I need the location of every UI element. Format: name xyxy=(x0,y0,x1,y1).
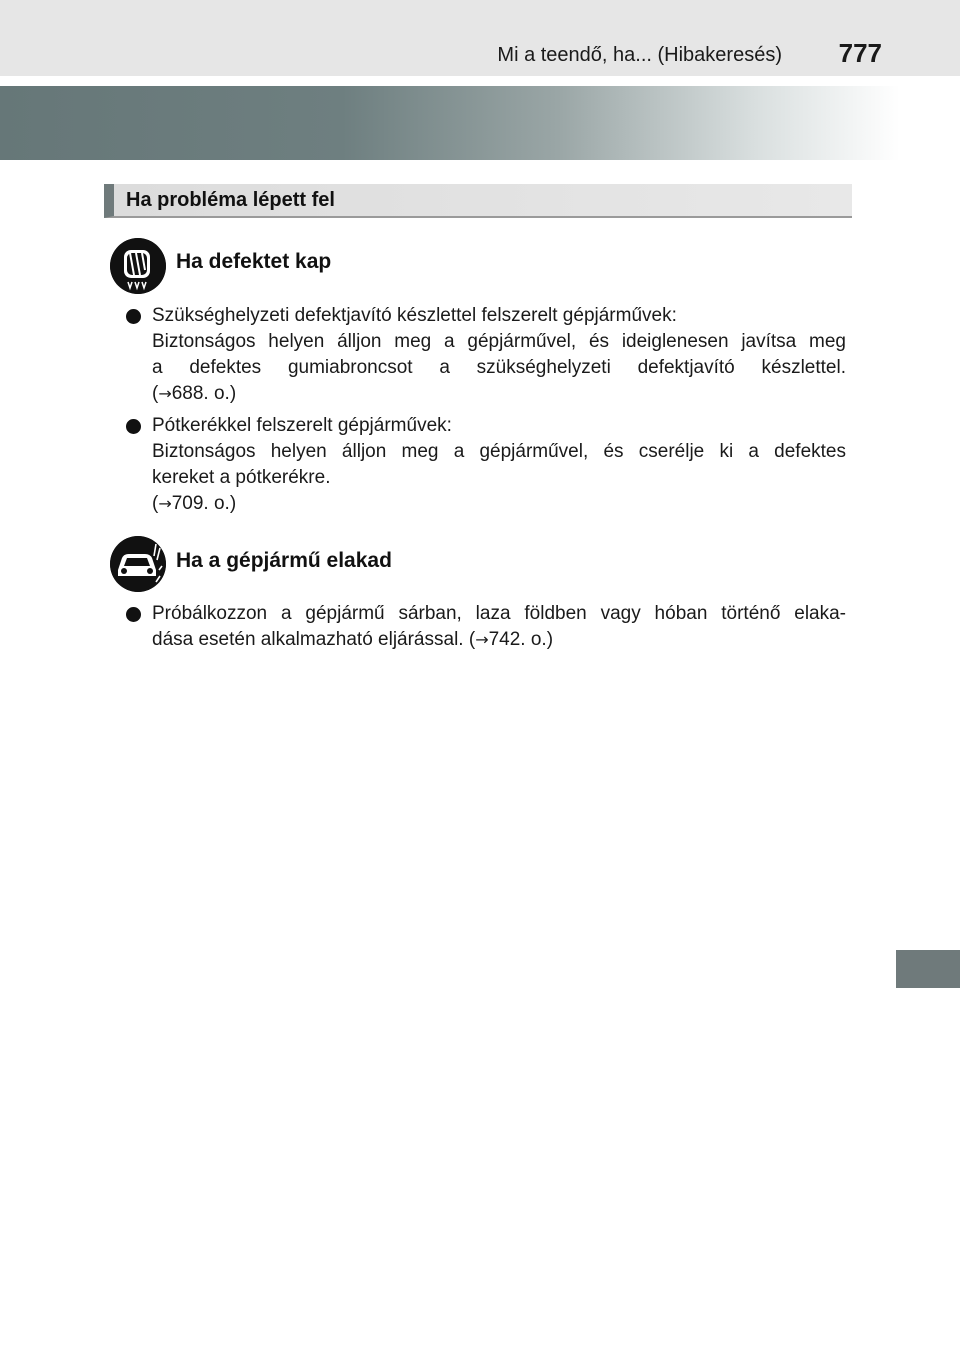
tire-icon xyxy=(110,238,166,294)
page-reference[interactable]: (→688. o.) xyxy=(152,383,237,404)
item-text: Szükséghelyzeti defektjavító készlettel felszerelt gépjárművek: Biztonságos helyen álljon meg a gépjárművel, és ideiglenesen javítsa meg a defektes gumiabroncsot a szükséghelyzeti defektjavító készlettel. (→688. o.) xyxy=(152,303,846,407)
section-title: Ha probléma lépett fel xyxy=(126,189,335,211)
page-reference[interactable]: →742. o.) xyxy=(475,629,554,650)
running-title: Mi a teendő, ha... (Hibakeresés) xyxy=(497,44,782,66)
page-number: 777 xyxy=(838,38,882,68)
item-text: Pótkerékkel felszerelt gépjárművek: Biztonságos helyen álljon meg a gépjárművel, és cserélje ki a defektes kereket a pótkerékre. (→709. o.) xyxy=(152,413,846,517)
stuck-vehicle-heading: Ha a gépjármű elakad xyxy=(176,549,392,572)
page-reference[interactable]: (→709. o.) xyxy=(152,493,237,514)
bullet-icon xyxy=(126,607,141,622)
arrow-icon: → xyxy=(158,494,172,513)
arrow-icon: → xyxy=(475,630,489,649)
arrow-icon: → xyxy=(158,384,172,403)
flat-tire-heading: Ha defektet kap xyxy=(176,250,332,273)
list-item xyxy=(126,413,846,517)
decorative-banner xyxy=(0,86,900,160)
list-item xyxy=(126,601,846,657)
bullet-icon xyxy=(126,419,141,434)
chapter-tab xyxy=(896,950,960,988)
item-text: Próbálkozzon a gépjármű sárban, laza földben vagy hóban történő elaka- dása esetén alkalmazható eljárással. (→742. o.) xyxy=(152,603,846,650)
stuck-car-icon xyxy=(110,536,166,592)
bullet-icon xyxy=(126,309,141,324)
page-header-bar xyxy=(0,0,960,76)
list-item xyxy=(126,303,846,407)
section-header xyxy=(104,184,852,218)
